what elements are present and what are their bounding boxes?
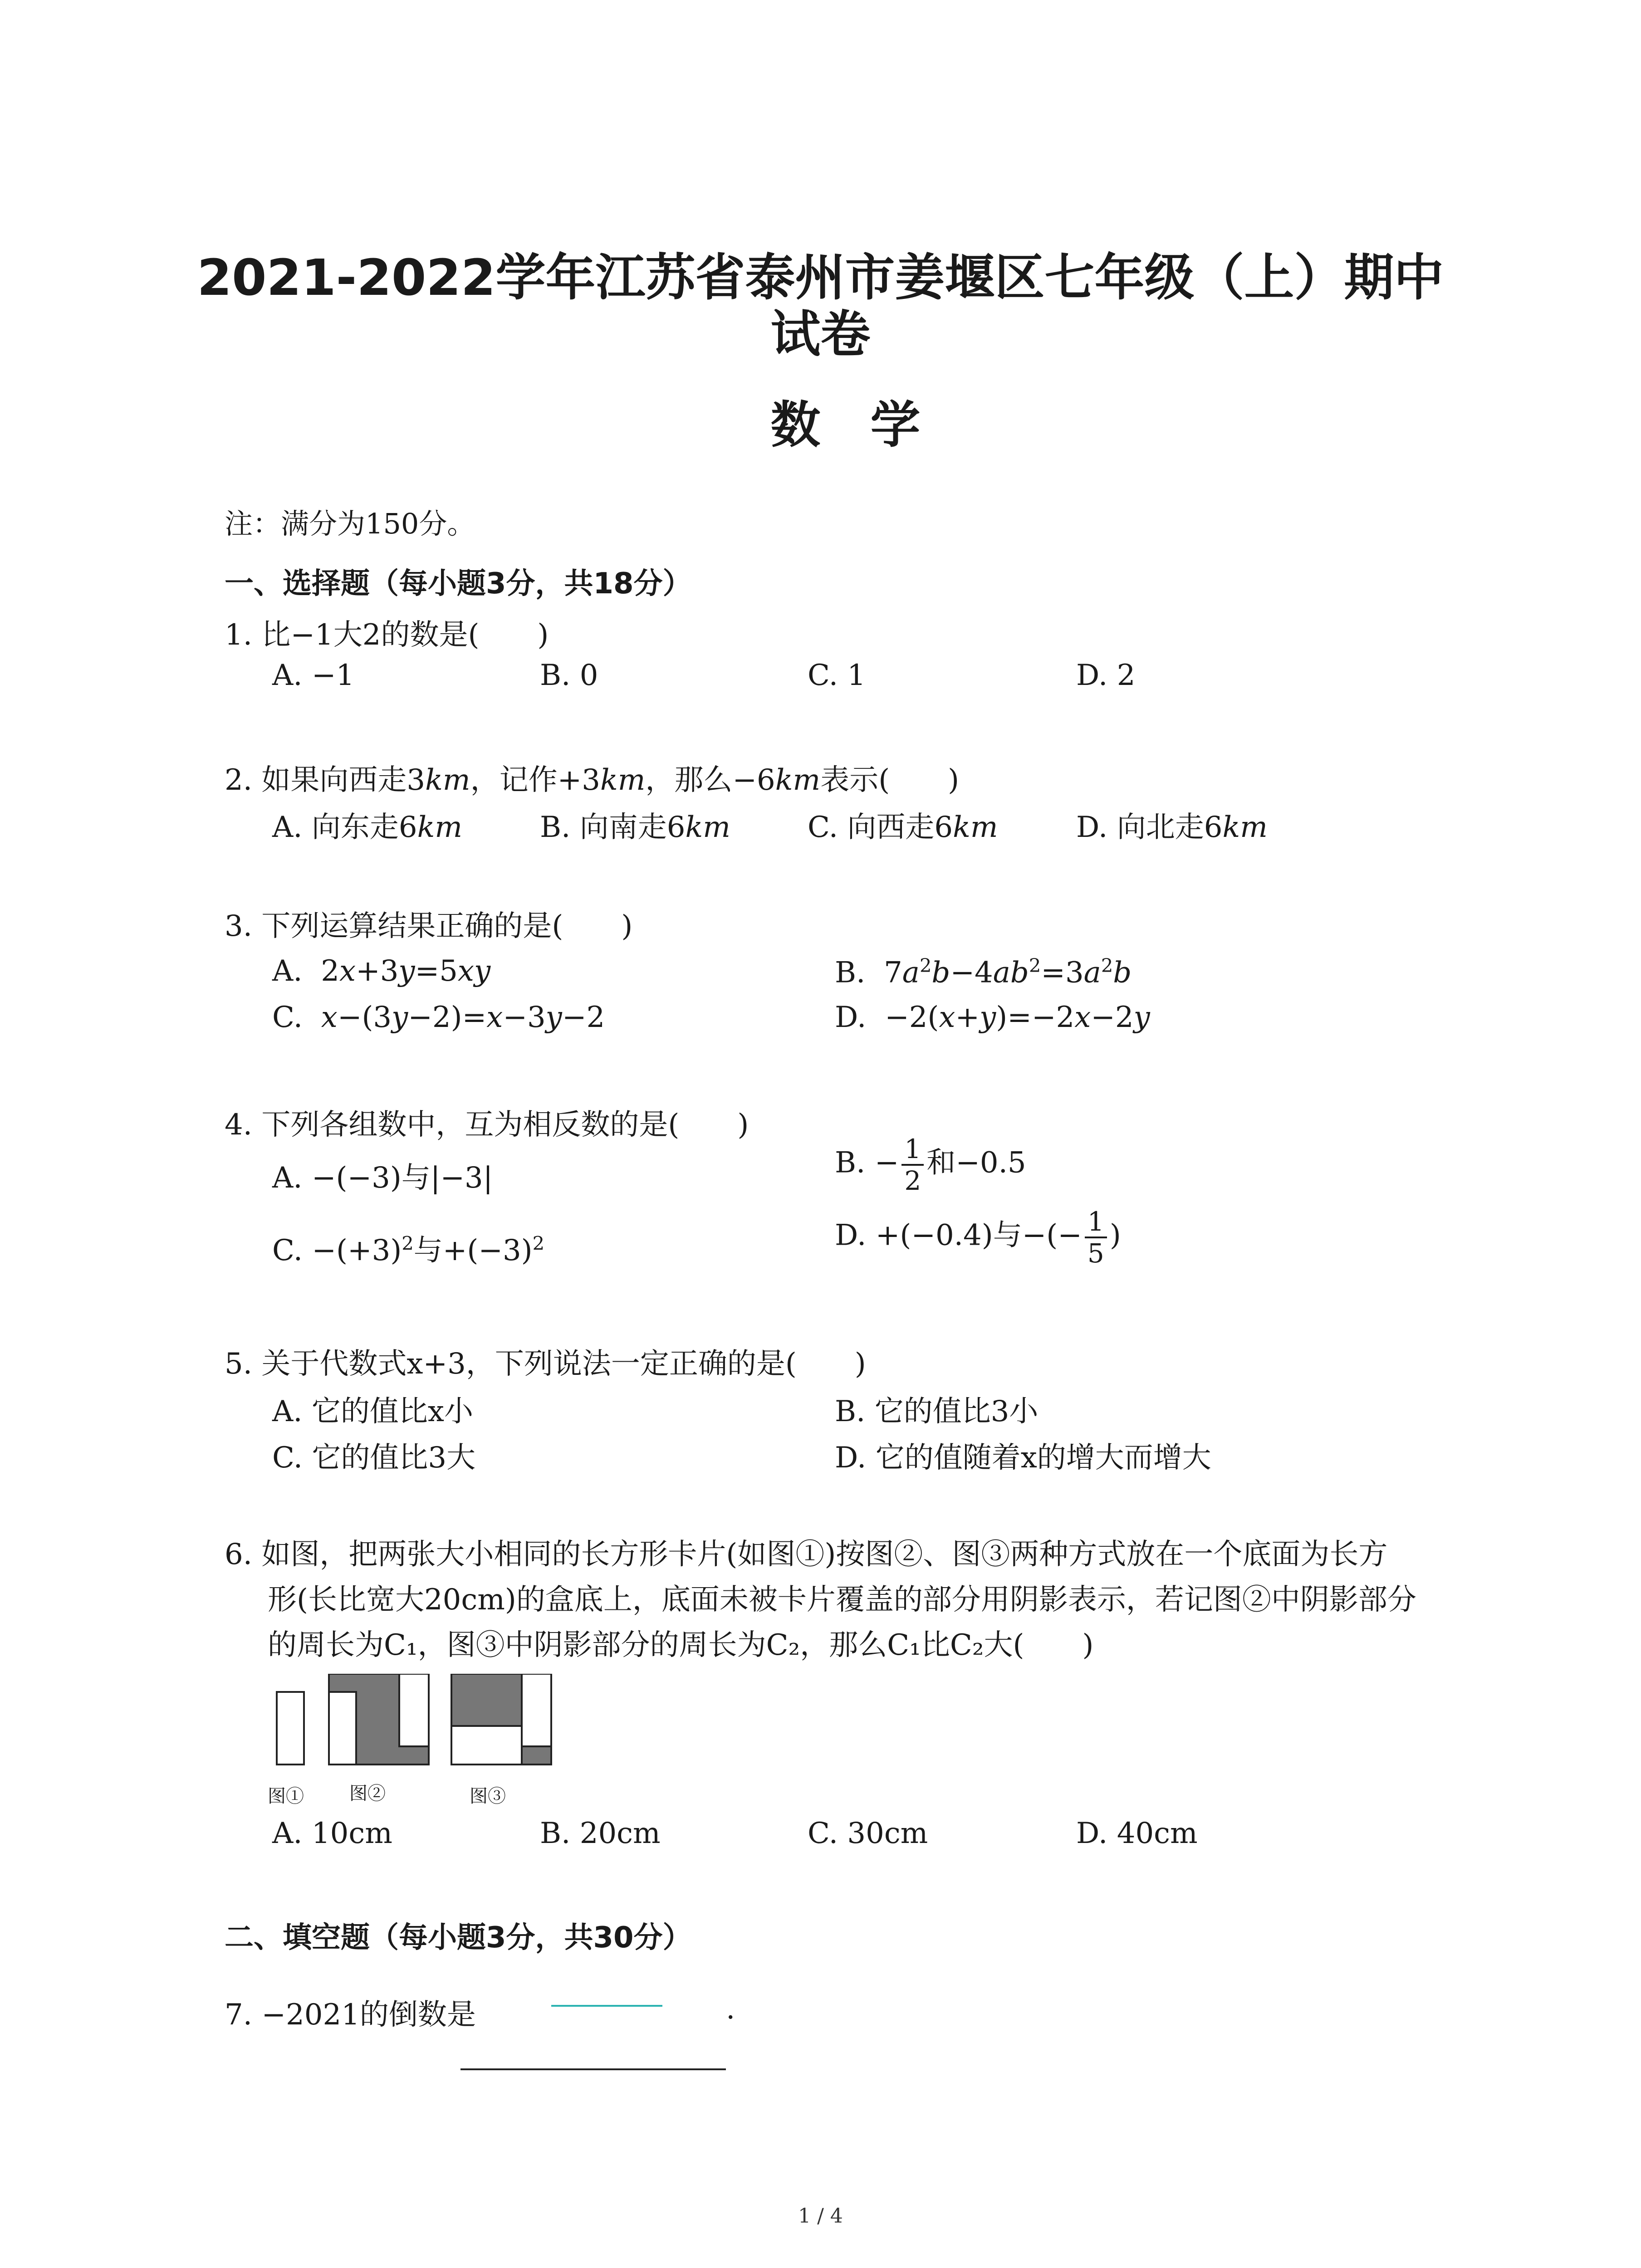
q6-figure	[268, 1674, 563, 1819]
q1-option-d: D. 2	[1076, 659, 1136, 692]
q2-option-b: B. 向南走6km	[540, 811, 730, 844]
q6-option-b: B. 20cm	[540, 1817, 661, 1850]
q3-option-d: D. −2(x+y)=−2x−2y	[835, 1001, 1150, 1034]
q6-option-d: D. 40cm	[1076, 1817, 1198, 1850]
q4-option-d: D. +(−0.4)与−(− $\frac{1}{5}$ )	[835, 1206, 1121, 1269]
q5-option-c: C. 它的值比3大	[272, 1441, 476, 1475]
question-3-stem: 3. 下列运算结果正确的是( )	[225, 909, 633, 943]
subject-title: 数学	[770, 396, 970, 454]
q5-option-a: A. 它的值比x小	[272, 1395, 473, 1428]
q4-option-a: A. −(−3)与|−3|	[272, 1161, 493, 1195]
question-6-line-3: 的周长为C₁，图③中阴影部分的周长为C₂，那么C₁比C₂大( )	[268, 1628, 1094, 1662]
q2-option-c: C. 向西走6km	[808, 811, 998, 844]
q3-option-a: A. 2x+3y=5xy	[272, 954, 491, 988]
q6-option-c: C. 30cm	[808, 1817, 928, 1850]
question-2-stem: 2. 如果向西走3km，记作+3km，那么−6km表示( )	[225, 763, 960, 797]
q1-option-b: B. 0	[540, 659, 598, 692]
question-4-stem: 4. 下列各组数中，互为相反数的是( )	[225, 1108, 749, 1142]
question-6-line-2: 形(长比宽大20cm)的盒底上，底面未被卡片覆盖的部分用阴影表示，若记图②中阴影部分	[268, 1583, 1416, 1617]
q2-option-a: A. 向东走6km	[272, 811, 463, 844]
answer-line	[551, 2005, 662, 2007]
q5-option-b: B. 它的值比3小	[835, 1395, 1038, 1428]
q5-option-d: D. 它的值随着x的增大而增大	[835, 1441, 1211, 1475]
q2-option-d: D. 向北走6km	[1076, 811, 1268, 844]
q1-option-a: A. −1	[272, 659, 355, 692]
page-number: 1 / 4	[798, 2204, 843, 2228]
fig2-card-left	[329, 1692, 356, 1765]
fig3-card-vertical	[522, 1674, 551, 1746]
section-heading-choice: 一、选择题（每小题3分，共18分）	[225, 567, 692, 601]
fig3-label: 图③	[470, 1786, 506, 1807]
q4-option-b: B. − $\frac{1}{2}$ 和−0.5	[835, 1134, 1026, 1196]
blank-underline	[460, 2068, 726, 2070]
fig2-label: 图②	[349, 1783, 386, 1804]
section-heading-fill: 二、填空题（每小题3分，共30分）	[225, 1921, 692, 1955]
q3-option-c: C. x−(3y−2)=x−3y−2	[272, 1001, 605, 1034]
fig1-label: 图①	[268, 1786, 304, 1807]
question-7-period: .	[726, 1992, 735, 2026]
score-note: 注：满分为150分。	[225, 507, 475, 540]
question-1-stem: 1. 比−1大2的数是( )	[225, 618, 549, 652]
q3-option-b: B. $7a^2b-4ab^2=3a^2b$	[835, 954, 1132, 990]
q1-option-c: C. 1	[808, 659, 866, 692]
question-5-stem: 5. 关于代数式x+3，下列说法一定正确的是( )	[225, 1347, 866, 1381]
fig2-card-right	[399, 1674, 429, 1746]
page-title: 2021-2022学年江苏省泰州市姜堰区七年级（上）期中	[197, 249, 1444, 307]
fig1-card	[277, 1692, 304, 1765]
question-7-stem: 7. −2021的倒数是	[225, 1998, 476, 2032]
fig3-card-horizontal	[451, 1726, 522, 1765]
q4-option-c: C. $-(+3)^2$与$+(-3)^2$	[272, 1232, 545, 1267]
page-title-line2: 试卷	[770, 305, 871, 363]
q6-option-a: A. 10cm	[272, 1817, 392, 1850]
question-6-line-1: 6. 如图，把两张大小相同的长方形卡片(如图①)按图②、图③两种方式放在一个底面为长方	[225, 1538, 1388, 1571]
